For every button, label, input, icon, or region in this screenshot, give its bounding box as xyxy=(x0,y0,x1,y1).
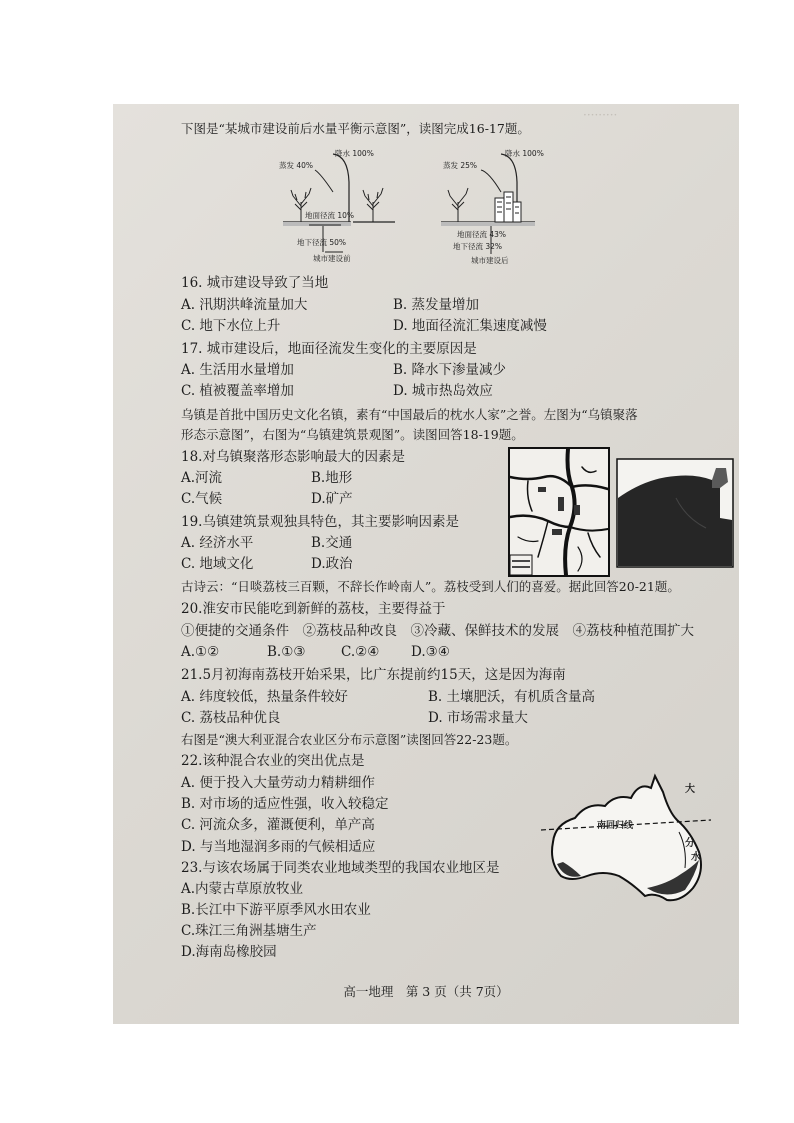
before-ground-label: 地下径流 50% xyxy=(297,238,347,247)
after-evap-label: 蒸发 25% xyxy=(443,161,478,170)
range-char-3: 水 xyxy=(691,852,701,863)
q16-option-a: A. 汛期洪峰流量加大 xyxy=(181,297,308,313)
q17-stem: 17. 城市建设后，地面径流发生变化的主要原因是 xyxy=(181,341,477,357)
q23-option-b: B.长江中下游平原季风水田农业 xyxy=(181,902,371,918)
q19-option-d: D.政治 xyxy=(311,556,353,572)
before-precip-label: 降水 100% xyxy=(335,149,374,158)
before-caption: 城市建设前 xyxy=(313,254,351,263)
q21-option-a: A. 纬度较低，热量条件较好 xyxy=(181,689,348,705)
wuzhen-settlement-map xyxy=(508,447,610,577)
show-through-text: ········· xyxy=(583,108,618,122)
q18-option-d: D.矿产 xyxy=(311,491,353,507)
intro-20-21: 古诗云：“日啖荔枝三百颗，不辞长作岭南人”。荔枝受到人们的喜爱。据此回答20-21题。 xyxy=(181,579,680,594)
q22-option-d: D. 与当地湿润多雨的气候相适应 xyxy=(181,839,376,855)
q20-option-d: D.③④ xyxy=(411,644,450,660)
intro-18-19-line2: 形态示意图”，右图为“乌镇建筑景观图”。读图回答18-19题。 xyxy=(181,427,524,442)
q22-option-b: B. 对市场的适应性强，收入较稳定 xyxy=(181,796,389,812)
q18-option-a: A.河流 xyxy=(181,470,223,486)
q17-option-a: A. 生活用水量增加 xyxy=(181,362,294,378)
q17-option-b: B. 降水下渗量减少 xyxy=(393,362,507,378)
q21-option-b: B. 土壤肥沃，有机质含量高 xyxy=(428,689,596,705)
exam-page xyxy=(113,104,739,1024)
tropic-label: 南回归线 xyxy=(597,821,634,831)
before-surface-label: 地面径流 10% xyxy=(305,211,355,220)
q22-option-a: A. 便于投入大量劳动力精耕细作 xyxy=(181,775,375,791)
q16-stem: 16. 城市建设导致了当地 xyxy=(181,275,329,291)
q23-option-d: D.海南岛橡胶园 xyxy=(181,944,277,960)
wuzhen-landscape-photo xyxy=(616,458,734,568)
q19-option-b: B.交通 xyxy=(311,535,353,551)
q18-stem: 18.对乌镇聚落形态影响最大的因素是 xyxy=(181,449,405,465)
q21-option-c: C. 荔枝品种优良 xyxy=(181,710,281,726)
after-ground-label: 地下径流 32% xyxy=(453,242,503,251)
australia-mixed-farming-map xyxy=(535,772,715,908)
q23-stem: 23.与该农场属于同类农业地域类型的我国农业地区是 xyxy=(181,860,500,876)
after-panel xyxy=(441,148,544,265)
q20-option-c: C.②④ xyxy=(341,644,380,660)
water-balance-diagram xyxy=(273,142,573,272)
q20-choices: ①便捷的交通条件 ②荔枝品种改良 ③冷藏、保鲜技术的发展 ④荔枝种植范围扩大 xyxy=(181,623,694,639)
intro-18-19-line1: 乌镇是首批中国历史文化名镇，素有“中国最后的枕水人家”之誉。左图为“乌镇聚落 xyxy=(181,407,638,422)
intro-16-17: 下图是“某城市建设前后水量平衡示意图”，读图完成16-17题。 xyxy=(181,121,530,136)
q16-option-b: B. 蒸发量增加 xyxy=(393,297,480,313)
intro-22-23: 右图是“澳大利亚混合农业区分布示意图”读图回答22-23题。 xyxy=(181,732,518,747)
q16-option-d: D. 地面径流汇集速度减慢 xyxy=(393,318,547,334)
q19-option-a: A. 经济水平 xyxy=(181,535,254,551)
after-precip-label: 降水 100% xyxy=(505,149,544,158)
q21-option-d: D. 市场需求量大 xyxy=(428,710,528,726)
range-char-1: 大 xyxy=(685,784,695,795)
q19-stem: 19.乌镇建筑景观独具特色，其主要影响因素是 xyxy=(181,514,459,530)
q20-stem: 20.淮安市民能吃到新鲜的荔枝，主要得益于 xyxy=(181,601,446,617)
q18-option-b: B.地形 xyxy=(311,470,353,486)
q17-option-d: D. 城市热岛效应 xyxy=(393,383,493,399)
page-footer: 高一地理 第 3 页（共 7页） xyxy=(343,984,509,999)
q20-option-a: A.①② xyxy=(181,644,220,660)
q17-option-c: C. 植被覆盖率增加 xyxy=(181,383,294,399)
q20-option-b: B.①③ xyxy=(267,644,306,660)
q22-option-c: C. 河流众多，灌溉便利，单产高 xyxy=(181,817,375,833)
after-surface-label: 地面径流 43% xyxy=(457,230,507,239)
after-caption: 城市建设后 xyxy=(471,256,509,265)
q23-option-a: A.内蒙古草原放牧业 xyxy=(181,881,304,897)
q21-stem: 21.5月初海南荔枝开始采果，比广东提前约15天，这是因为海南 xyxy=(181,667,566,683)
before-panel xyxy=(279,148,395,263)
q16-option-c: C. 地下水位上升 xyxy=(181,318,281,334)
before-evap-label: 蒸发 40% xyxy=(279,161,314,170)
q19-option-c: C. 地域文化 xyxy=(181,556,254,572)
q18-option-c: C.气候 xyxy=(181,491,223,507)
range-char-2: 分 xyxy=(685,838,695,849)
q23-option-c: C.珠江三角洲基塘生产 xyxy=(181,923,317,939)
q22-stem: 22.该种混合农业的突出优点是 xyxy=(181,753,365,769)
